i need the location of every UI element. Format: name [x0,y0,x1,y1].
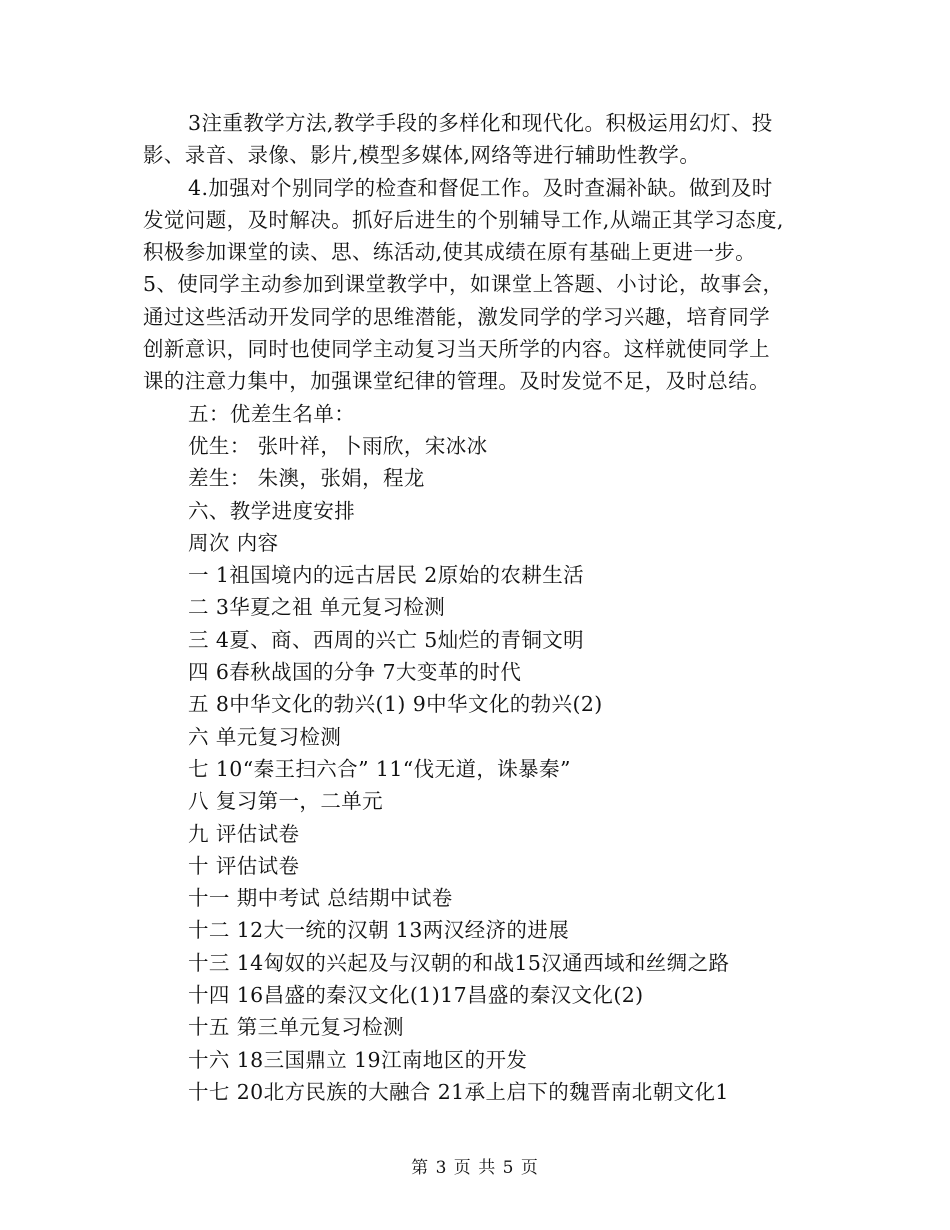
text-line: 九 评估试卷 [188,821,300,846]
text-line: 五：优差生名单： [188,401,356,426]
text-line: 十二 12大一统的汉朝 13两汉经济的进展 [188,918,570,943]
text-line: 三 4夏、商、西周的兴亡 5灿烂的青铜文明 [188,627,585,652]
text-line: 影、录音、录像、影片,模型多媒体,网络等进行辅助性教学。 [143,143,701,168]
text-line: 积极参加课堂的读、思、练活动,使其成绩在原有基础上更进一步。 [143,240,757,265]
text-line: 八 复习第一，二单元 [188,789,384,814]
text-line: 十三 14匈奴的兴起及与汉朝的和战15汉通西域和丝绸之路 [188,950,730,975]
text-line: 十五 第三单元复习检测 [188,1015,404,1040]
text-line: 六、教学进度安排 [188,498,356,523]
text-line: 5、使同学主动参加到课堂教学中，如课堂上答题、小讨论，故事会， [143,272,784,297]
text-line: 十七 20北方民族的大融合 21承上启下的魏晋南北朝文化1 [188,1079,729,1104]
text-line: 一 1祖国境内的远古居民 2原始的农耕生活 [188,563,585,588]
text-line: 课的注意力集中，加强课堂纪律的管理。及时发觉不足，及时总结。 [143,369,770,394]
text-line: 优生： 张叶祥，卜雨欣，宋冰冰 [188,433,488,458]
text-line: 通过这些活动开发同学的思维潜能，激发同学的学习兴趣，培育同学 [143,304,770,329]
text-line: 十六 18三国鼎立 19江南地区的开发 [188,1047,528,1072]
text-line: 4.加强对个别同学的检查和督促工作。及时查漏补缺。做到及时 [188,175,773,200]
text-line: 周次 内容 [188,530,279,555]
text-line: 十一 期中考试 总结期中试卷 [188,886,453,911]
text-line: 发觉问题，及时解决。抓好后进生的个别辅导工作,从端正其学习态度, [143,207,784,232]
text-line: 六 单元复习检测 [188,724,342,749]
text-line: 四 6春秋战国的分争 7大变革的时代 [188,660,522,685]
text-line: 十 评估试卷 [188,853,300,878]
document-body [143,107,823,1108]
text-line: 十四 16昌盛的秦汉文化(1)17昌盛的秦汉文化(2) [188,983,644,1008]
text-line: 3注重教学方法,教学手段的多样化和现代化。积极运用幻灯、投 [188,111,773,135]
text-line: 差生： 朱澳，张娟，程龙 [188,466,425,491]
text-line: 七 10“秦王扫六合” 11“伐无道，诛暴秦” [188,756,571,781]
text-line: 创新意识，同时也使同学主动复习当天所学的内容。这样就使同学上 [143,337,770,362]
text-line: 五 8中华文化的勃兴(1) 9中华文化的勃兴(2) [188,692,603,717]
text-line: 二 3华夏之祖 单元复习检测 [188,595,446,620]
page-footer: 第 3 页 共 5 页 [411,1158,539,1178]
